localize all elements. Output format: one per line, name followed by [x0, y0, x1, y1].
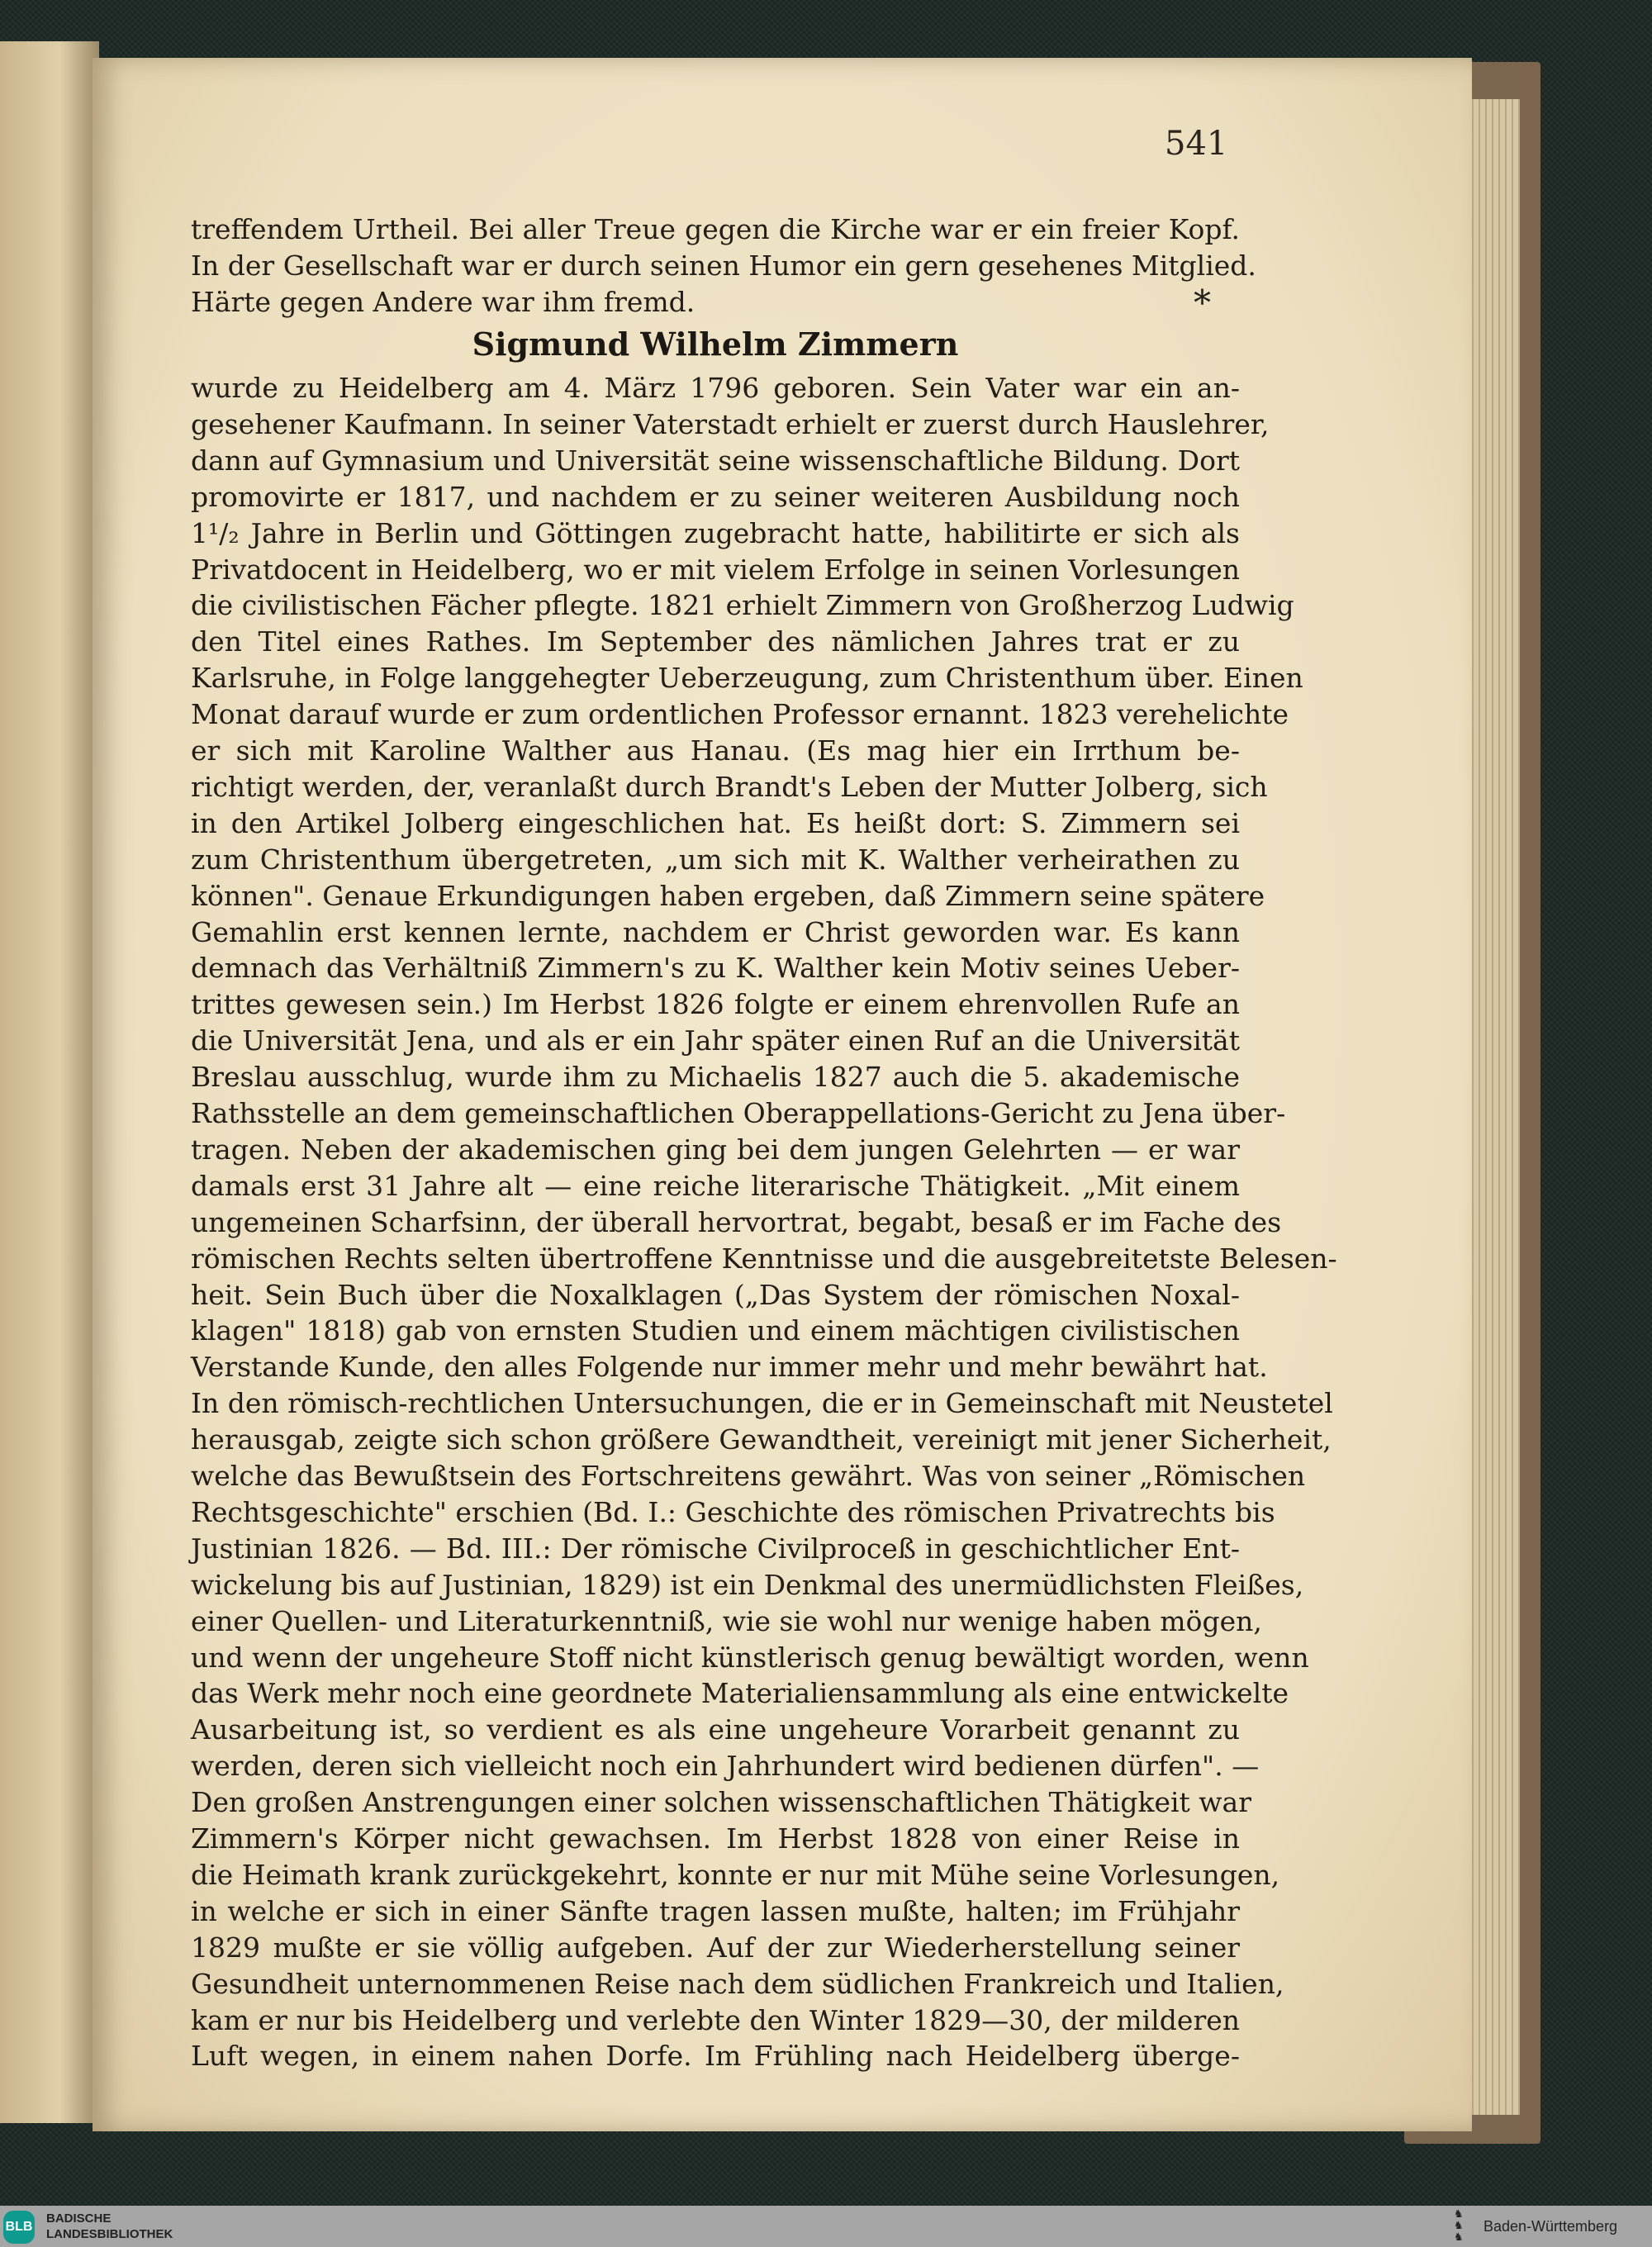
- text-line: Karlsruhe, in Folge langgehegter Ueberzeugung, zum Christenthum über. Einen: [191, 662, 1303, 695]
- text-line: Zimmern's Körper nicht gewachsen. Im Herbst 1828 von einer Reise in: [191, 1822, 1240, 1855]
- library-name-line-2: LANDESBIBLIOTHEK: [46, 2227, 173, 2241]
- text-line: Rechtsgeschichte" erschien (Bd. I.: Geschichte des römischen Privatrechts bis: [191, 1495, 1275, 1528]
- text-line: die civilistischen Fächer pflegte. 1821 erhielt Zimmern von Großherzog Ludwig: [191, 589, 1294, 622]
- lion-emblem-icon: ♞ ♞ ♞: [1454, 2208, 1464, 2244]
- text-line: und wenn der ungeheure Stoff nicht künstlerisch genug bewältigt worden, wenn: [191, 1641, 1309, 1674]
- text-line: welche das Bewußtsein des Fortschreitens gewährt. Was von seiner „Römischen: [191, 1460, 1306, 1492]
- text-line: Härte gegen Andere war ihm fremd.: [191, 286, 695, 318]
- text-line: heit. Sein Buch über die Noxalklagen („Das System der römischen Noxal-: [191, 1278, 1240, 1311]
- text-line: dann auf Gymnasium und Universität seine wissenschaftliche Bildung. Dort: [191, 444, 1240, 477]
- text-line: das Werk mehr noch eine geordnete Materialiensammlung als eine entwickelte: [191, 1677, 1289, 1710]
- text-line: werden, deren sich vielleicht noch ein Jahrhundert wird bedienen dürfen". —: [191, 1750, 1260, 1783]
- text-line: promovirte er 1817, und nachdem er zu seiner weiteren Ausbildung noch: [191, 480, 1240, 513]
- text-line: ungemeinen Scharfsinn, der überall hervortrat, begabt, besaß er im Fache des: [191, 1205, 1282, 1238]
- section-title: Sigmund Wilhelm Zimmern: [472, 325, 959, 363]
- text-line: die Universität Jena, und als er ein Jahr später einen Ruf an die Universität: [191, 1024, 1240, 1057]
- text-line: Luft wegen, in einem nahen Dorfe. Im Frühling nach Heidelberg überge-: [191, 2040, 1240, 2073]
- text-line: wickelung bis auf Justinian, 1829) ist ein Denkmal des unermüdlichsten Fleißes,: [191, 1568, 1304, 1601]
- text-line: damals erst 31 Jahre alt — eine reiche literarische Thätigkeit. „Mit einem: [191, 1169, 1240, 1202]
- text-line: können". Genaue Erkundigungen haben ergeben, daß Zimmern seine spätere: [191, 879, 1265, 912]
- text-line: Verstande Kunde, den alles Folgende nur immer mehr und mehr bewährt hat.: [191, 1351, 1268, 1384]
- text-line: in den Artikel Jolberg eingeschlichen hat. Es heißt dort: S. Zimmern sei: [191, 806, 1240, 839]
- text-line: In der Gesellschaft war er durch seinen Humor ein gern gesehenes Mitglied.: [191, 249, 1256, 282]
- text-line: demnach das Verhältniß Zimmern's zu K. Walther kein Motiv seines Ueber-: [191, 952, 1240, 985]
- section-asterisk: *: [1194, 283, 1211, 323]
- text-line: 1829 mußte er sie völlig aufgeben. Auf der zur Wiederherstellung seiner: [191, 1931, 1240, 1964]
- page-number: 541: [1165, 125, 1228, 163]
- text-line: wurde zu Heidelberg am 4. März 1796 geboren. Sein Vater war ein an-: [191, 372, 1240, 404]
- text-line: Gemahlin erst kennen lernte, nachdem er Christ geworden war. Es kann: [191, 915, 1240, 948]
- text-line: Gesundheit unternommenen Reise nach dem südlichen Frankreich und Italien,: [191, 1967, 1284, 2000]
- text-line: zum Christenthum übergetreten, „um sich mit K. Walther verheirathen zu: [191, 843, 1240, 876]
- text-line: römischen Rechts selten übertroffene Kenntnisse und die ausgebreitetste Belesen-: [191, 1242, 1337, 1275]
- text-line: in welche er sich in einer Sänfte tragen lassen mußte, halten; im Frühjahr: [191, 1894, 1240, 1927]
- text-line: trittes gewesen sein.) Im Herbst 1826 folgte er einem ehrenvollen Rufe an: [191, 988, 1240, 1021]
- text-line: Monat darauf wurde er zum ordentlichen Professor ernannt. 1823 verehelichte: [191, 698, 1289, 731]
- blb-logo: BLB: [3, 2211, 35, 2244]
- footer-bar: [0, 2206, 1652, 2247]
- text-line: Rathsstelle an dem gemeinschaftlichen Oberappellations-Gericht zu Jena über-: [191, 1097, 1286, 1129]
- text-line: Den großen Anstrengungen einer solchen wissenschaftlichen Thätigkeit war: [191, 1786, 1251, 1819]
- library-name: [46, 2211, 173, 2242]
- text-line: einer Quellen- und Literaturkenntniß, wie sie wohl nur wenige haben mögen,: [191, 1604, 1262, 1637]
- state-name: Baden-Württemberg: [1483, 2218, 1618, 2235]
- text-line: tragen. Neben der akademischen ging bei dem jungen Gelehrten — er war: [191, 1133, 1240, 1166]
- text-line: richtigt werden, der, veranlaßt durch Brandt's Leben der Mutter Jolberg, sich: [191, 770, 1268, 803]
- text-line: er sich mit Karoline Walther aus Hanau. (Es mag hier ein Irrthum be-: [191, 734, 1240, 767]
- text-line: Ausarbeitung ist, so verdient es als eine ungeheure Vorarbeit genannt zu: [191, 1713, 1240, 1746]
- text-line: klagen" 1818) gab von ernsten Studien und einem mächtigen civilistischen: [191, 1314, 1240, 1347]
- text-line: den Titel eines Rathes. Im September des nämlichen Jahres trat er zu: [191, 625, 1240, 658]
- text-line: kam er nur bis Heidelberg und verlebte den Winter 1829—30, der milderen: [191, 2003, 1240, 2036]
- text-line: Justinian 1826. — Bd. III.: Der römische Civilproceß in geschichtlicher Ent-: [191, 1532, 1240, 1565]
- left-page-edge: [0, 41, 99, 2123]
- text-line: Breslau ausschlug, wurde ihm zu Michaelis 1827 auch die 5. akademische: [191, 1061, 1240, 1094]
- text-line: Privatdocent in Heidelberg, wo er mit vielem Erfolge in seinen Vorlesungen: [191, 553, 1240, 586]
- text-line: treffendem Urtheil. Bei aller Treue gegen die Kirche war er ein freier Kopf.: [191, 213, 1240, 245]
- text-line: 1¹/₂ Jahre in Berlin und Göttingen zugebracht hatte, habilitirte er sich als: [191, 516, 1240, 549]
- library-name-line-1: BADISCHE: [46, 2211, 112, 2226]
- text-line: gesehener Kaufmann. In seiner Vaterstadt erhielt er zuerst durch Hauslehrer,: [191, 407, 1270, 440]
- text-line: die Heimath krank zurückgekehrt, konnte er nur mit Mühe seine Vorlesungen,: [191, 1858, 1280, 1891]
- text-line: In den römisch-rechtlichen Untersuchungen, die er in Gemeinschaft mit Neustetel: [191, 1387, 1333, 1420]
- text-line: herausgab, zeigte sich schon größere Gewandtheit, vereinigt mit jener Sicherheit,: [191, 1423, 1332, 1456]
